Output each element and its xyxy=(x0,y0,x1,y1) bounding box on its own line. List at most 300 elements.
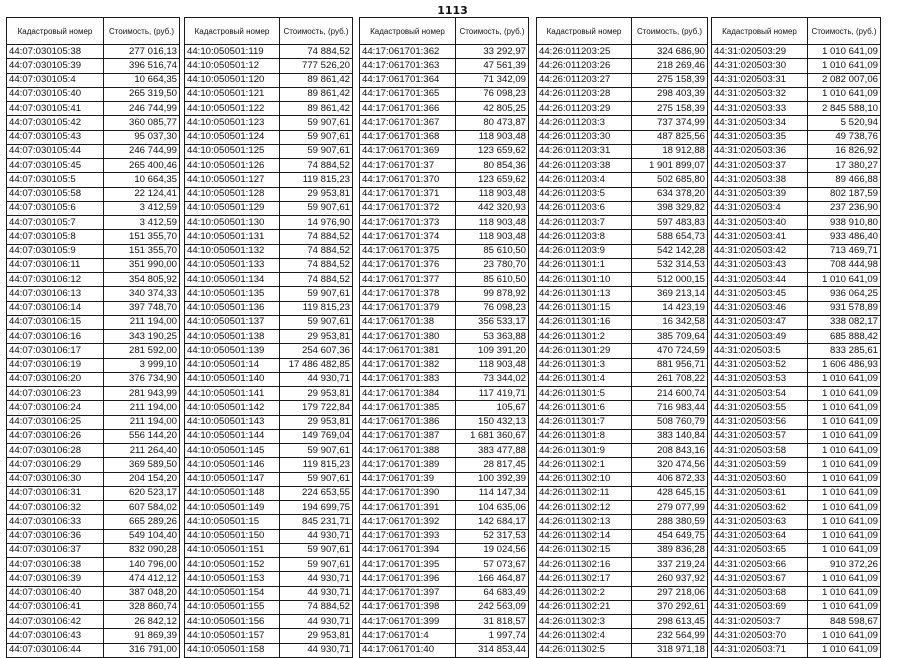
cadastral-number-cell: 44:26:011203:5 xyxy=(537,187,632,201)
table-row xyxy=(7,116,180,130)
cost-cell: 104 635,06 xyxy=(456,501,529,515)
table-row xyxy=(360,144,529,158)
cadastral-number-cell: 44:07:030105:41 xyxy=(7,102,104,116)
table-row xyxy=(712,315,881,329)
cost-cell: 298 403,39 xyxy=(632,87,708,101)
cadastral-number-cell: 44:10:050501:154 xyxy=(185,586,280,600)
cost-cell: 620 523,17 xyxy=(104,486,180,500)
cadastral-number-cell: 44:07:030106:32 xyxy=(7,501,104,515)
cost-cell: 1 681 360,67 xyxy=(456,429,529,443)
cadastral-number-cell: 44:26:011203:4 xyxy=(537,173,632,187)
table-row xyxy=(185,173,353,187)
cost-cell: 281 592,00 xyxy=(104,344,180,358)
table-row xyxy=(537,415,708,429)
cost-cell: 556 144,20 xyxy=(104,429,180,443)
cadastral-number-cell: 44:31:020503:29 xyxy=(712,45,808,59)
table-row xyxy=(7,615,180,629)
table-row xyxy=(7,315,180,329)
cadastral-number-cell: 44:10:050501:122 xyxy=(185,102,280,116)
cadastral-number-cell: 44:07:030106:42 xyxy=(7,615,104,629)
table-row xyxy=(7,458,180,472)
cadastral-number-cell: 44:31:020503:61 xyxy=(712,486,808,500)
cost-cell: 832 090,28 xyxy=(104,543,180,557)
cost-cell: 848 598,67 xyxy=(808,615,881,629)
cadastral-number-cell: 44:26:011302:10 xyxy=(537,472,632,486)
cadastral-number-cell: 44:31:020503:7 xyxy=(712,615,808,629)
cost-cell: 140 796,00 xyxy=(104,558,180,572)
table-row xyxy=(185,543,353,557)
cost-cell: 474 412,12 xyxy=(104,572,180,586)
cadastral-number-cell: 44:26:011302:11 xyxy=(537,486,632,500)
cadastral-number-cell: 44:31:020503:67 xyxy=(712,572,808,586)
cadastral-number-cell: 44:31:020503:40 xyxy=(712,216,808,230)
cost-cell: 123 659,62 xyxy=(456,144,529,158)
cost-cell: 151 355,70 xyxy=(104,244,180,258)
cost-cell: 74 884,52 xyxy=(280,159,353,173)
cadastral-number-cell: 44:31:020503:46 xyxy=(712,301,808,315)
cost-cell: 802 187,59 xyxy=(808,187,881,201)
table-header-row xyxy=(185,18,353,45)
table-row xyxy=(185,586,353,600)
cost-cell: 59 907,61 xyxy=(280,315,353,329)
table-row xyxy=(712,301,881,315)
cadastral-number-cell: 44:31:020503:42 xyxy=(712,244,808,258)
cadastral-number-cell: 44:10:050501:133 xyxy=(185,258,280,272)
table-row xyxy=(712,429,881,443)
cost-cell: 1 997,74 xyxy=(456,629,529,643)
cost-cell: 389 836,28 xyxy=(632,543,708,557)
cost-cell: 211 194,00 xyxy=(104,315,180,329)
cost-cell: 59 907,61 xyxy=(280,444,353,458)
table-row xyxy=(185,59,353,73)
cost-cell: 320 474,56 xyxy=(632,458,708,472)
cadastral-number-cell: 44:26:011203:31 xyxy=(537,144,632,158)
cadastral-number-cell: 44:10:050501:130 xyxy=(185,216,280,230)
table-row xyxy=(7,73,180,87)
cost-cell: 73 344,02 xyxy=(456,372,529,386)
cost-cell: 232 564,99 xyxy=(632,629,708,643)
cadastral-number-cell: 44:07:030106:28 xyxy=(7,444,104,458)
cost-cell: 360 085,77 xyxy=(104,116,180,130)
cadastral-number-cell: 44:10:050501:140 xyxy=(185,372,280,386)
cost-cell: 59 907,61 xyxy=(280,472,353,486)
cost-cell: 16 826,92 xyxy=(808,144,881,158)
table-row xyxy=(537,501,708,515)
cost-cell: 74 884,52 xyxy=(280,258,353,272)
cost-cell: 1 010 641,09 xyxy=(808,501,881,515)
table-row xyxy=(712,244,881,258)
table-row xyxy=(360,273,529,287)
cadastral-number-cell: 44:10:050501:132 xyxy=(185,244,280,258)
cost-cell: 777 526,20 xyxy=(280,59,353,73)
cadastral-number-cell: 44:17:061701:367 xyxy=(360,116,456,130)
cadastral-number-cell: 44:26:011203:26 xyxy=(537,59,632,73)
cost-cell: 470 724,59 xyxy=(632,344,708,358)
cost-cell: 47 561,39 xyxy=(456,59,529,73)
cost-cell: 44 930,71 xyxy=(280,615,353,629)
table-row xyxy=(360,87,529,101)
cadastral-number-cell: 44:31:020503:34 xyxy=(712,116,808,130)
table-row xyxy=(360,543,529,557)
table-row xyxy=(537,372,708,386)
cadastral-table-1 xyxy=(6,17,180,658)
table-row xyxy=(537,159,708,173)
table-row xyxy=(537,358,708,372)
cost-cell: 204 154,20 xyxy=(104,472,180,486)
cost-cell: 80 473,87 xyxy=(456,116,529,130)
cost-cell: 1 010 641,09 xyxy=(808,472,881,486)
cost-cell: 1 010 641,09 xyxy=(808,629,881,643)
cost-cell: 26 842,12 xyxy=(104,615,180,629)
cadastral-number-cell: 44:17:061701:364 xyxy=(360,73,456,87)
table-row xyxy=(360,415,529,429)
header-cost: Стоимость, (руб.) xyxy=(280,18,353,45)
table-row xyxy=(712,45,881,59)
cadastral-number-cell: 44:07:030106:11 xyxy=(7,258,104,272)
cadastral-number-cell: 44:31:020503:44 xyxy=(712,273,808,287)
table-row xyxy=(537,87,708,101)
table-row xyxy=(185,45,353,59)
table-row xyxy=(185,444,353,458)
cost-cell: 59 907,61 xyxy=(280,144,353,158)
cadastral-table-3 xyxy=(359,17,529,658)
cost-cell: 288 380,59 xyxy=(632,515,708,529)
cost-cell: 49 738,76 xyxy=(808,130,881,144)
table-row xyxy=(7,273,180,287)
cost-cell: 19 024,56 xyxy=(456,543,529,557)
cadastral-number-cell: 44:10:050501:146 xyxy=(185,458,280,472)
table-row xyxy=(360,515,529,529)
table-row xyxy=(7,102,180,116)
cost-cell: 340 374,33 xyxy=(104,287,180,301)
table-row xyxy=(360,315,529,329)
table-row xyxy=(712,387,881,401)
cadastral-number-cell: 44:26:011302:17 xyxy=(537,572,632,586)
table-row xyxy=(537,330,708,344)
table-row xyxy=(537,59,708,73)
cadastral-number-cell: 44:26:011302:15 xyxy=(537,543,632,557)
table-row xyxy=(360,187,529,201)
table-header-row xyxy=(537,18,708,45)
table-row xyxy=(712,59,881,73)
table-row xyxy=(537,444,708,458)
table-row xyxy=(7,372,180,386)
cost-cell: 1 010 641,09 xyxy=(808,444,881,458)
cadastral-number-cell: 44:07:030106:43 xyxy=(7,629,104,643)
cadastral-number-cell: 44:10:050501:153 xyxy=(185,572,280,586)
cost-cell: 71 342,09 xyxy=(456,73,529,87)
cadastral-number-cell: 44:07:030106:40 xyxy=(7,586,104,600)
cost-cell: 118 903,48 xyxy=(456,130,529,144)
cadastral-number-cell: 44:07:030106:20 xyxy=(7,372,104,386)
table-row xyxy=(712,73,881,87)
cost-cell: 29 953,81 xyxy=(280,330,353,344)
cadastral-number-cell: 44:10:050501:147 xyxy=(185,472,280,486)
cost-cell: 76 098,23 xyxy=(456,87,529,101)
cadastral-number-cell: 44:26:011302:1 xyxy=(537,458,632,472)
table-row xyxy=(7,144,180,158)
cadastral-number-cell: 44:17:061701:390 xyxy=(360,486,456,500)
cadastral-number-cell: 44:10:050501:127 xyxy=(185,173,280,187)
table-row xyxy=(537,144,708,158)
cost-cell: 89 466,88 xyxy=(808,173,881,187)
table-row xyxy=(7,501,180,515)
table-row xyxy=(537,287,708,301)
cadastral-number-cell: 44:10:050501:136 xyxy=(185,301,280,315)
table-row xyxy=(360,586,529,600)
table-row xyxy=(712,529,881,543)
cost-cell: 142 684,17 xyxy=(456,515,529,529)
cost-cell: 351 990,00 xyxy=(104,258,180,272)
cost-cell: 383 477,88 xyxy=(456,444,529,458)
cost-cell: 44 930,71 xyxy=(280,586,353,600)
cost-cell: 254 607,36 xyxy=(280,344,353,358)
table-row xyxy=(360,102,529,116)
cost-cell: 59 907,61 xyxy=(280,558,353,572)
cadastral-number-cell: 44:26:011302:12 xyxy=(537,501,632,515)
table-row xyxy=(185,629,353,643)
cost-cell: 737 374,99 xyxy=(632,116,708,130)
table-row xyxy=(185,102,353,116)
cost-cell: 487 825,56 xyxy=(632,130,708,144)
cost-cell: 1 010 641,09 xyxy=(808,572,881,586)
table-row xyxy=(7,258,180,272)
table-row xyxy=(712,230,881,244)
cost-cell: 3 999,10 xyxy=(104,358,180,372)
table-row xyxy=(7,330,180,344)
cost-cell: 713 469,71 xyxy=(808,244,881,258)
cost-cell: 10 664,35 xyxy=(104,73,180,87)
table-row xyxy=(7,558,180,572)
cost-cell: 151 355,70 xyxy=(104,230,180,244)
table-row xyxy=(712,130,881,144)
cadastral-number-cell: 44:07:030106:38 xyxy=(7,558,104,572)
cost-cell: 265 319,50 xyxy=(104,87,180,101)
table-row xyxy=(7,287,180,301)
cadastral-number-cell: 44:17:061701:395 xyxy=(360,558,456,572)
cadastral-number-cell: 44:26:011301:1 xyxy=(537,258,632,272)
table-row xyxy=(712,643,881,657)
cadastral-number-cell: 44:31:020503:38 xyxy=(712,173,808,187)
cadastral-number-cell: 44:10:050501:144 xyxy=(185,429,280,443)
cost-cell: 99 878,92 xyxy=(456,287,529,301)
cadastral-number-cell: 44:07:030105:58 xyxy=(7,187,104,201)
table-row xyxy=(712,415,881,429)
cost-cell: 114 147,34 xyxy=(456,486,529,500)
cost-cell: 607 584,02 xyxy=(104,501,180,515)
cost-cell: 242 563,09 xyxy=(456,600,529,614)
cost-cell: 57 073,67 xyxy=(456,558,529,572)
table-row xyxy=(360,358,529,372)
table-row xyxy=(360,444,529,458)
cadastral-number-cell: 44:31:020503:56 xyxy=(712,415,808,429)
cost-cell: 211 194,00 xyxy=(104,415,180,429)
table-row xyxy=(712,87,881,101)
cost-cell: 1 010 641,09 xyxy=(808,45,881,59)
table-row xyxy=(712,615,881,629)
table-row xyxy=(7,529,180,543)
table-row xyxy=(360,572,529,586)
cadastral-number-cell: 44:07:030106:36 xyxy=(7,529,104,543)
table-row xyxy=(360,529,529,543)
cost-cell: 100 392,39 xyxy=(456,472,529,486)
cadastral-number-cell: 44:10:050501:129 xyxy=(185,201,280,215)
cost-cell: 42 805,25 xyxy=(456,102,529,116)
table-row xyxy=(712,629,881,643)
cadastral-number-cell: 44:17:061701:388 xyxy=(360,444,456,458)
cadastral-number-cell: 44:10:050501:120 xyxy=(185,73,280,87)
cost-cell: 833 285,61 xyxy=(808,344,881,358)
cadastral-number-cell: 44:17:061701:365 xyxy=(360,87,456,101)
cadastral-number-cell: 44:07:030106:17 xyxy=(7,344,104,358)
table-row xyxy=(185,258,353,272)
cost-cell: 634 378,20 xyxy=(632,187,708,201)
table-row xyxy=(185,558,353,572)
cadastral-number-cell: 44:26:011302:3 xyxy=(537,615,632,629)
cadastral-number-cell: 44:31:020503:63 xyxy=(712,515,808,529)
table-header-row xyxy=(7,18,180,45)
table-row xyxy=(185,458,353,472)
cost-cell: 211 264,40 xyxy=(104,444,180,458)
table-row xyxy=(185,87,353,101)
cadastral-number-cell: 44:26:011203:38 xyxy=(537,159,632,173)
cadastral-number-cell: 44:17:061701:398 xyxy=(360,600,456,614)
table-row xyxy=(7,216,180,230)
table-row xyxy=(712,201,881,215)
cadastral-number-cell: 44:26:011203:29 xyxy=(537,102,632,116)
table-row xyxy=(537,643,708,657)
cost-cell: 1 901 899,07 xyxy=(632,159,708,173)
cost-cell: 14 976,90 xyxy=(280,216,353,230)
cost-cell: 123 659,62 xyxy=(456,173,529,187)
table-row xyxy=(537,543,708,557)
cost-cell: 29 953,81 xyxy=(280,629,353,643)
cost-cell: 343 190,25 xyxy=(104,330,180,344)
cost-cell: 397 748,70 xyxy=(104,301,180,315)
table-row xyxy=(537,472,708,486)
table-row xyxy=(7,429,180,443)
table-row xyxy=(185,600,353,614)
table-row xyxy=(185,401,353,415)
cadastral-number-cell: 44:07:030106:37 xyxy=(7,543,104,557)
cadastral-number-cell: 44:07:030105:38 xyxy=(7,45,104,59)
cost-cell: 17 486 482,85 xyxy=(280,358,353,372)
cost-cell: 246 744,99 xyxy=(104,102,180,116)
cost-cell: 89 861,42 xyxy=(280,102,353,116)
header-cadastral: Кадастровый номер xyxy=(360,18,456,45)
cadastral-number-cell: 44:17:061701:373 xyxy=(360,216,456,230)
cadastral-number-cell: 44:31:020503:43 xyxy=(712,258,808,272)
table-row xyxy=(537,201,708,215)
cadastral-number-cell: 44:10:050501:128 xyxy=(185,187,280,201)
cadastral-number-cell: 44:26:011203:6 xyxy=(537,201,632,215)
cost-cell: 74 884,52 xyxy=(280,244,353,258)
cadastral-number-cell: 44:26:011302:14 xyxy=(537,529,632,543)
cost-cell: 881 956,71 xyxy=(632,358,708,372)
cost-cell: 383 140,84 xyxy=(632,429,708,443)
cadastral-number-cell: 44:10:050501:138 xyxy=(185,330,280,344)
table-row xyxy=(360,472,529,486)
table-row xyxy=(185,116,353,130)
cost-cell: 275 158,39 xyxy=(632,102,708,116)
cadastral-number-cell: 44:26:011203:7 xyxy=(537,216,632,230)
cadastral-number-cell: 44:26:011302:21 xyxy=(537,600,632,614)
cadastral-number-cell: 44:10:050501:139 xyxy=(185,344,280,358)
cost-cell: 542 142,28 xyxy=(632,244,708,258)
cost-cell: 119 815,23 xyxy=(280,301,353,315)
cost-cell: 64 683,49 xyxy=(456,586,529,600)
table-row xyxy=(7,586,180,600)
cost-cell: 118 903,48 xyxy=(456,216,529,230)
table-row xyxy=(185,429,353,443)
cadastral-number-cell: 44:17:061701:393 xyxy=(360,529,456,543)
cadastral-number-cell: 44:31:020503:35 xyxy=(712,130,808,144)
cadastral-number-cell: 44:26:011301:2 xyxy=(537,330,632,344)
cadastral-number-cell: 44:10:050501:152 xyxy=(185,558,280,572)
table-row xyxy=(537,187,708,201)
cadastral-number-cell: 44:31:020503:33 xyxy=(712,102,808,116)
table-row xyxy=(712,401,881,415)
table-row xyxy=(7,415,180,429)
table-row xyxy=(537,586,708,600)
cadastral-number-cell: 44:07:030106:41 xyxy=(7,600,104,614)
table-row xyxy=(537,216,708,230)
cadastral-number-cell: 44:07:030106:14 xyxy=(7,301,104,315)
table-row xyxy=(360,258,529,272)
cost-cell: 29 953,81 xyxy=(280,387,353,401)
cost-cell: 931 578,89 xyxy=(808,301,881,315)
cost-cell: 297 218,06 xyxy=(632,586,708,600)
table-row xyxy=(185,643,353,657)
cost-cell: 118 903,48 xyxy=(456,230,529,244)
cadastral-number-cell: 44:17:061701:383 xyxy=(360,372,456,386)
table-row xyxy=(185,159,353,173)
cadastral-number-cell: 44:10:050501:135 xyxy=(185,287,280,301)
table-row xyxy=(185,287,353,301)
table-row xyxy=(7,358,180,372)
cadastral-number-cell: 44:26:011302:4 xyxy=(537,629,632,643)
table-row xyxy=(360,629,529,643)
table-row xyxy=(537,558,708,572)
cost-cell: 665 289,26 xyxy=(104,515,180,529)
header-cadastral: Кадастровый номер xyxy=(185,18,280,45)
cost-cell: 29 953,81 xyxy=(280,415,353,429)
cost-cell: 29 953,81 xyxy=(280,187,353,201)
cost-cell: 1 010 641,09 xyxy=(808,415,881,429)
cost-cell: 387 048,20 xyxy=(104,586,180,600)
cost-cell: 354 805,92 xyxy=(104,273,180,287)
table-row xyxy=(185,572,353,586)
cost-cell: 1 010 641,09 xyxy=(808,387,881,401)
cadastral-number-cell: 44:17:061701:39 xyxy=(360,472,456,486)
table-row xyxy=(7,572,180,586)
cost-cell: 89 861,42 xyxy=(280,87,353,101)
table-row xyxy=(7,173,180,187)
cadastral-number-cell: 44:26:011203:27 xyxy=(537,73,632,87)
cadastral-number-cell: 44:31:020503:30 xyxy=(712,59,808,73)
table-row xyxy=(7,344,180,358)
cost-cell: 398 329,82 xyxy=(632,201,708,215)
cadastral-number-cell: 44:31:020503:69 xyxy=(712,600,808,614)
table-row xyxy=(7,543,180,557)
cost-cell: 31 818,57 xyxy=(456,615,529,629)
cadastral-number-cell: 44:17:061701:372 xyxy=(360,201,456,215)
cadastral-number-cell: 44:17:061701:370 xyxy=(360,173,456,187)
cost-cell: 59 907,61 xyxy=(280,130,353,144)
cost-cell: 14 423,19 xyxy=(632,301,708,315)
cost-cell: 512 000,15 xyxy=(632,273,708,287)
cadastral-number-cell: 44:31:020503:49 xyxy=(712,330,808,344)
